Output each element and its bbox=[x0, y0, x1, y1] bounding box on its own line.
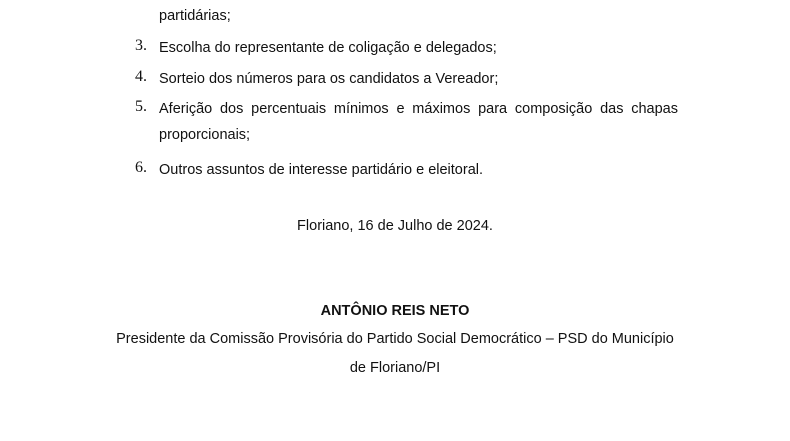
list-item-text bbox=[159, 96, 678, 148]
signatory-title-line-1: Presidente da Comissão Provisória do Partido Social Democrático – PSD do Município bbox=[116, 331, 674, 347]
list-item-text: Escolha do representante de coligação e delegados; bbox=[159, 40, 497, 56]
list-item-text: partidárias; bbox=[159, 8, 231, 24]
signatory-name: ANTÔNIO REIS NETO bbox=[320, 303, 470, 319]
list-item-number: 6. bbox=[135, 159, 147, 176]
list-item-text: Sorteio dos números para os candidatos a Vereador; bbox=[159, 71, 499, 87]
list-item-number: 4. bbox=[135, 68, 147, 85]
list-item-text-line-2: proporcionais; bbox=[159, 127, 251, 143]
list-item-text: Outros assuntos de interesse partidário e eleitoral. bbox=[159, 162, 484, 178]
list-item-text-line-1: Aferição dos percentuais mínimos e máximos para composição das chapas bbox=[159, 101, 678, 117]
date-line: Floriano, 16 de Julho de 2024. bbox=[297, 218, 493, 234]
list-item-number: 3. bbox=[135, 37, 147, 54]
signatory-title-line-2: de Floriano/PI bbox=[349, 360, 441, 376]
list-item-number: 5. bbox=[135, 98, 147, 115]
